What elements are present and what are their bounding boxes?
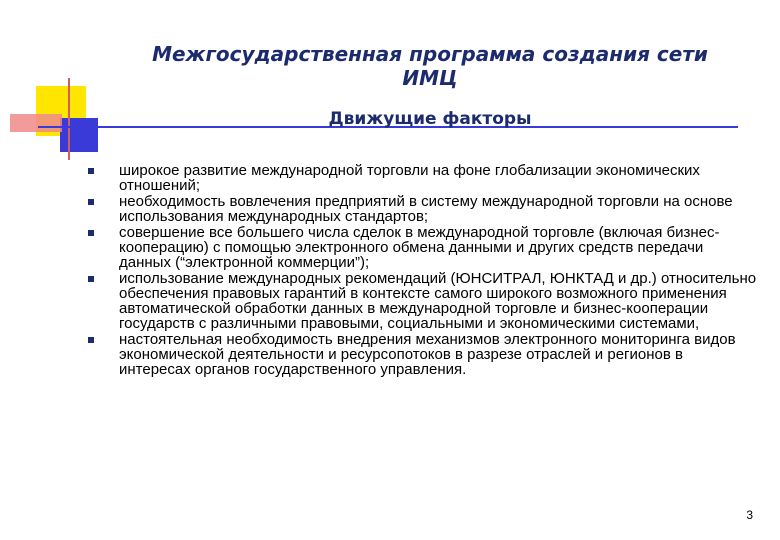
bullet-text: широкое развитие международной торговли на фоне глобализации экономических отношений; [119, 162, 700, 194]
bullet-text: совершение все большего числа сделок в международной торговле (включая бизнес-кооперацию) с помощью электронного обмена данными и других средств передачи данных (“электронной коммерции”); [119, 224, 720, 271]
bullet-text: необходимость вовлечения предприятий в систему международной торговли на основе использования международных стандартов; [119, 193, 733, 225]
deco-vertical-line [68, 78, 70, 160]
square-bullet-icon [88, 199, 94, 205]
bullet-list [0, 164, 780, 379]
slide-title-line1: Межгосударственная программа создания сети [152, 42, 708, 66]
page-number: 3 [746, 508, 753, 522]
bullet-item [0, 333, 780, 377]
deco-red-bar [10, 114, 62, 132]
slide-subtitle: Движущие факторы [328, 109, 532, 129]
slide-title [120, 42, 740, 90]
bullet-item [0, 272, 780, 331]
bullet-text: использование международных рекомендаций (ЮНСИТРАЛ, ЮНКТАД и др.) относительно обеспечения правовых гарантий в контексте самого широкого возможного применения автоматической обработки данных в международной торговле и бизнес-кооперации государств с различными правовыми, социальными и экономическими системами, [119, 270, 757, 332]
bullet-item [0, 226, 780, 270]
square-bullet-icon [88, 337, 94, 343]
bullet-text: настоятельная необходимость внедрения механизмов электронного мониторинга видов экономической деятельности и ресурсопотоков в разрезе отраслей и регионов в интересах органов государственного управления. [119, 331, 736, 378]
square-bullet-icon [88, 230, 94, 236]
deco-blue-square [60, 118, 98, 152]
slide-title-line2: ИМЦ [402, 66, 458, 90]
bullet-item [0, 195, 780, 225]
square-bullet-icon [88, 168, 94, 174]
square-bullet-icon [88, 276, 94, 282]
bullet-item [0, 164, 780, 194]
